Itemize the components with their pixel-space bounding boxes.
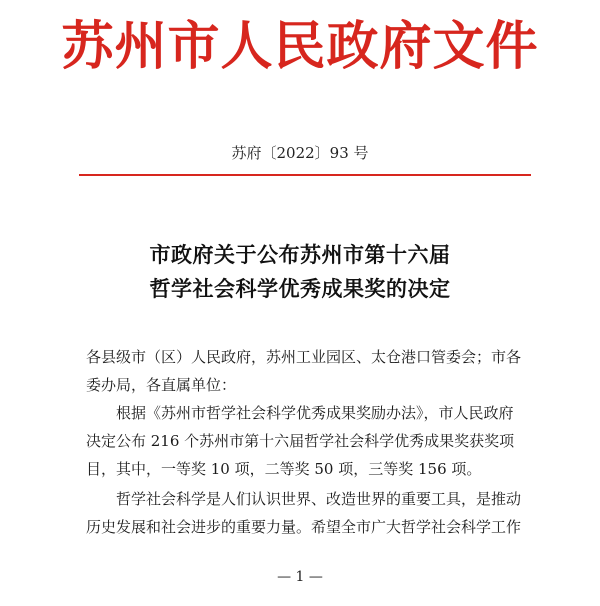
page-number: — 1 — bbox=[277, 569, 323, 585]
document-masthead: 苏州市人民政府文件 bbox=[61, 16, 539, 77]
document-title-line-1: 市政府关于公布苏州市第十六届 bbox=[149, 242, 451, 267]
body-line-7: 历史发展和社会进步的重要力量。希望全市广大哲学社会科学工作 bbox=[86, 518, 522, 536]
body-line-1: 各县级市（区）人民政府，苏州工业园区、太仓港口管委会；市各 bbox=[86, 348, 522, 366]
body-line-6: 哲学社会科学是人们认识世界、改造世界的重要工具，是推动 bbox=[116, 490, 522, 508]
body-line-5: 目，其中，一等奖 10 项，二等奖 50 项，三等奖 156 项。 bbox=[86, 460, 482, 478]
body-line-4: 决定公布 216 个苏州市第十六届哲学社会科学优秀成果奖获奖项 bbox=[86, 432, 515, 450]
document-title-line-2: 哲学社会科学优秀成果奖的决定 bbox=[149, 276, 451, 301]
body-line-3: 根据《苏州市哲学社会科学优秀成果奖励办法》，市人民政府 bbox=[116, 404, 514, 422]
red-divider-line bbox=[79, 174, 531, 176]
body-line-2: 委办局，各直属单位： bbox=[86, 376, 237, 394]
document-number: 苏府〔2022〕93 号 bbox=[231, 144, 369, 162]
